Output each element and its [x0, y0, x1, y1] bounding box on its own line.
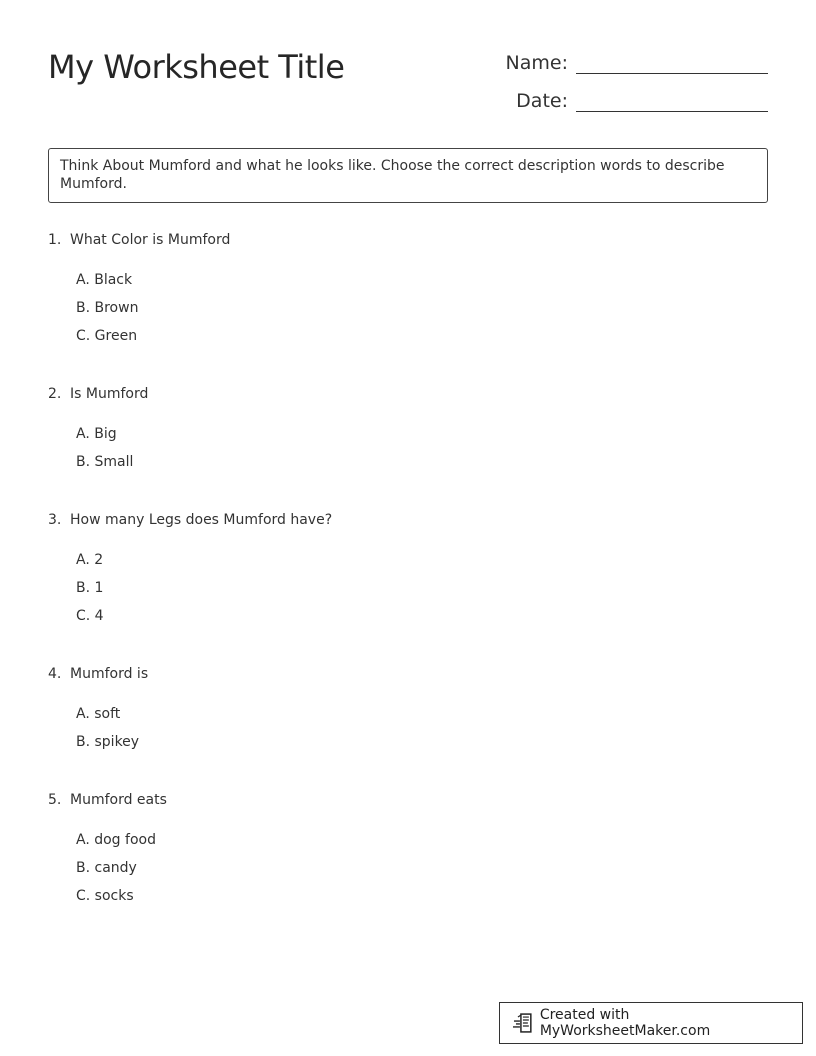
question-number: 1. — [48, 232, 62, 248]
question-4 — [48, 664, 748, 760]
date-label: Date: — [516, 90, 568, 112]
instructions-box: Think About Mumford and what he looks like. Choose the correct description words to describe Mumford. — [48, 148, 768, 203]
question-2 — [48, 384, 748, 480]
name-label: Name: — [505, 52, 568, 74]
question-number: 2. — [48, 386, 62, 402]
question-list — [48, 230, 748, 944]
question-number: 5. — [48, 792, 62, 808]
question-text: Mumford is — [70, 666, 149, 682]
footer-badge[interactable] — [499, 1002, 803, 1044]
choice-item: A. Black — [76, 272, 133, 288]
choice-list — [48, 424, 748, 480]
question-number: 3. — [48, 512, 62, 528]
question-1 — [48, 230, 748, 354]
choice-list — [48, 550, 748, 634]
question-text: Is Mumford — [70, 386, 149, 402]
footer-text: Created with MyWorksheetMaker.com — [539, 1007, 711, 1039]
question-number: 4. — [48, 666, 62, 682]
choice-item: B. spikey — [76, 734, 140, 750]
choice-list — [48, 830, 748, 914]
date-blank-line — [576, 91, 768, 112]
date-field — [516, 90, 768, 112]
worksheet-maker-logo-icon — [512, 1012, 534, 1034]
choice-item: A. Big — [76, 426, 117, 442]
choice-item: C. socks — [76, 888, 134, 904]
choice-item: A. dog food — [76, 832, 156, 848]
name-blank-line — [576, 53, 768, 74]
choice-list — [48, 270, 748, 354]
choice-item: C. Green — [76, 328, 138, 344]
question-text: How many Legs does Mumford have? — [70, 512, 333, 528]
choice-item: C. 4 — [76, 608, 104, 624]
question-text: Mumford eats — [70, 792, 167, 808]
question-5 — [48, 790, 748, 914]
choice-list — [48, 704, 748, 760]
choice-item: B. candy — [76, 860, 137, 876]
choice-item: A. soft — [76, 706, 121, 722]
question-3 — [48, 510, 748, 634]
question-text: What Color is Mumford — [70, 232, 231, 248]
worksheet-title: My Worksheet Title — [48, 48, 345, 86]
name-field — [506, 52, 768, 74]
choice-item: A. 2 — [76, 552, 104, 568]
choice-item: B. 1 — [76, 580, 104, 596]
choice-item: B. Brown — [76, 300, 139, 316]
choice-item: B. Small — [76, 454, 134, 470]
